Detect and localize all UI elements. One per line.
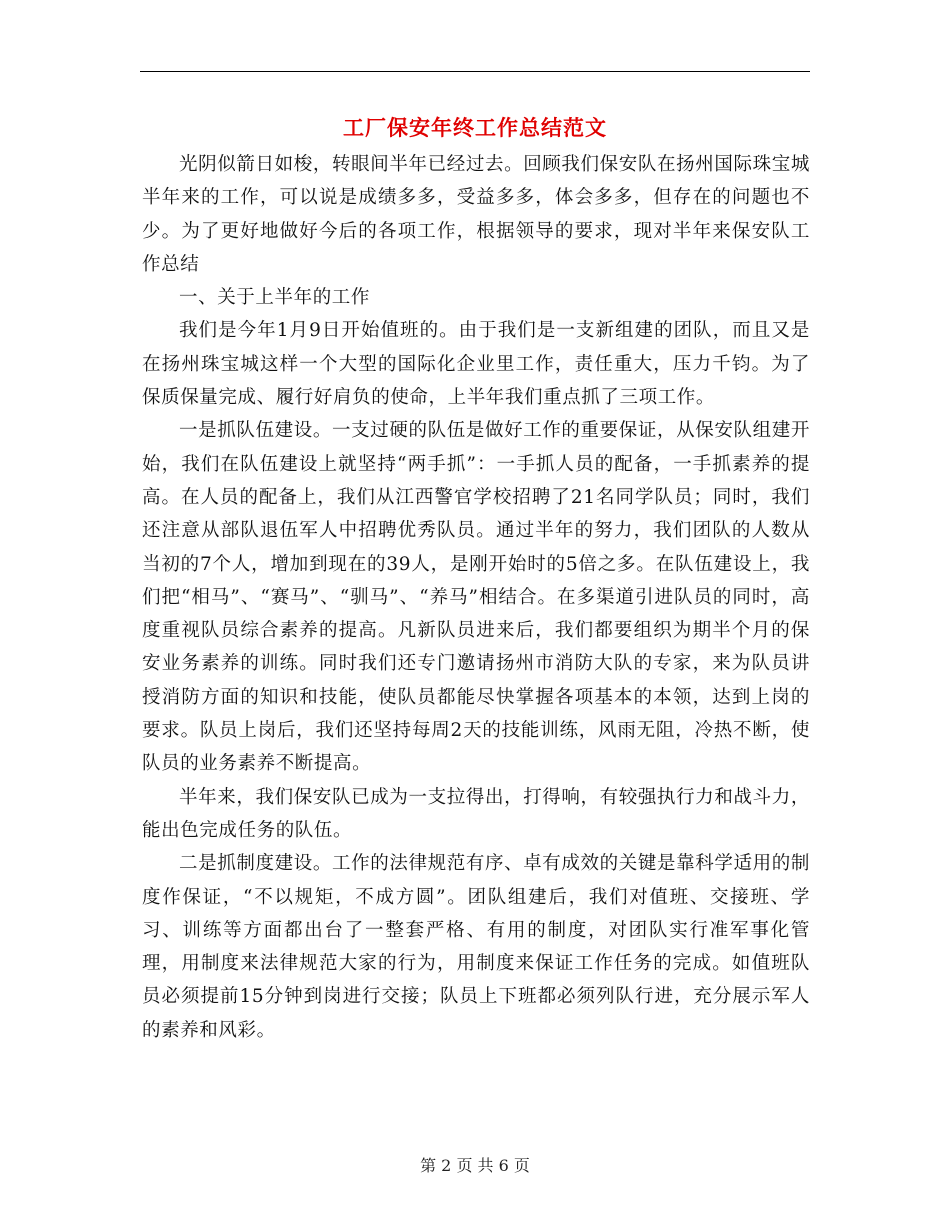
- document-body: [142, 148, 810, 1047]
- paragraph-intro: 光阴似箭日如梭，转眼间半年已经过去。回顾我们保安队在扬州国际珠宝城半年来的工作，可以说是成绩多多，受益多多，体会多多，但存在的问题也不少。为了更好地做好今后的各项工作，根据领导的要求，现对半年来保安队工作总结: [142, 154, 810, 275]
- paragraph-start-duty: 我们是今年1月9日开始值班的。由于我们是一支新组建的团队，而且又是在扬州珠宝城这样一个大型的国际化企业里工作，责任重大，压力千钧。为了保质保量完成、履行好肩负的使命，上半年我们重点抓了三项工作。: [142, 320, 810, 409]
- paragraph-team-result: 半年来，我们保安队已成为一支拉得出，打得响，有较强执行力和战斗力，能出色完成任务的队伍。: [142, 786, 810, 841]
- paragraph-team-building: 一是抓队伍建设。一支过硬的队伍是做好工作的重要保证，从保安队组建开始，我们在队伍建设上就坚持“两手抓”：一手抓人员的配备，一手抓素养的提高。在人员的配备上，我们从江西警官学校招聘了21名同学队员；同时，我们还注意从部队退伍军人中招聘优秀队员。通过半年的努力，我们团队的人数从当初的7个人，增加到现在的39人，是刚开始时的5倍之多。在队伍建设上，我们把“相马”、“赛马”、“驯马”、“养马”相结合。在多渠道引进队员的同时，高度重视队员综合素养的提高。凡新队员进来后，我们都要组织为期半个月的保安业务素养的训练。同时我们还专门邀请扬州市消防大队的专家，来为队员讲授消防方面的知识和技能，使队员都能尽快掌握各项基本的本领，达到上岗的要求。队员上岗后，我们还坚持每周2天的技能训练，风雨无阻，冷热不断，使队员的业务素养不断提高。: [142, 420, 810, 775]
- header-rule: [140, 71, 810, 72]
- page-number-footer: 第 2 页 共 6 页: [420, 1156, 530, 1175]
- document-title: 工厂保安年终工作总结范文: [343, 115, 607, 140]
- section-heading-first-half: 一、关于上半年的工作: [179, 287, 371, 309]
- paragraph-system-building: 二是抓制度建设。工作的法律规范有序、卓有成效的关键是靠科学适用的制度作保证，“不以规矩，不成方圆”。团队组建后，我们对值班、交接班、学习、训练等方面都出台了一整套严格、有用的制度，对团队实行准军事化管理，用制度来法律规范大家的行为，用制度来保证工作任务的完成。如值班队员必须提前15分钟到岗进行交接；队员上下班都必须列队行进，充分展示军人的素养和风彩。: [142, 853, 810, 1041]
